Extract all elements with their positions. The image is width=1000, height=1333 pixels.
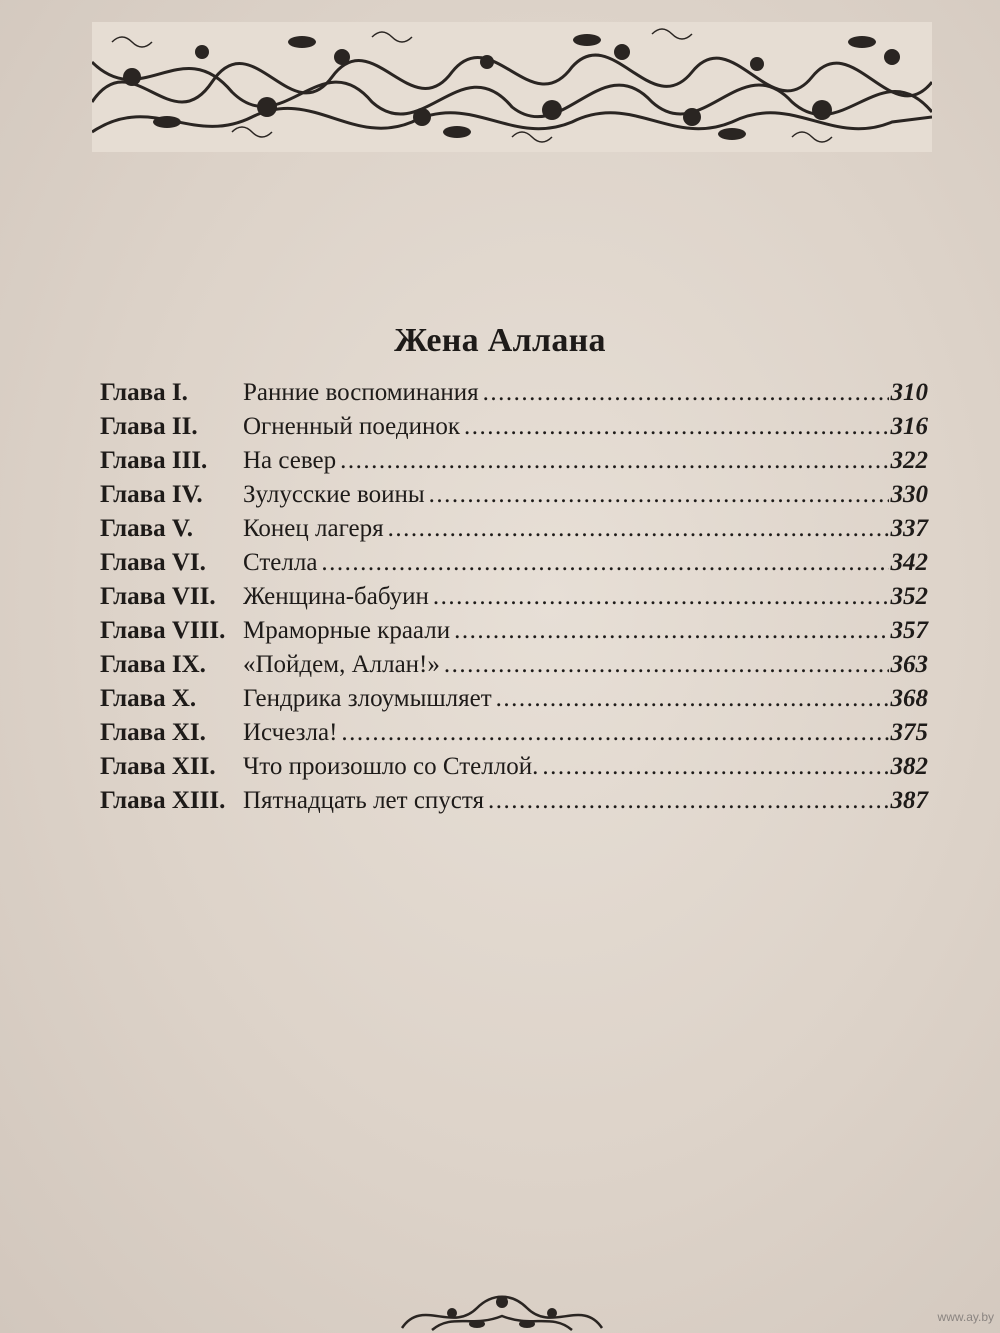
floral-ornament-header — [92, 22, 932, 152]
toc-entry — [100, 546, 928, 580]
chapter-number: Глава XI. — [100, 719, 206, 746]
page-number: 368 — [890, 685, 928, 712]
page-number: 330 — [890, 481, 928, 508]
page-number: 357 — [890, 617, 928, 644]
dot-leader — [341, 716, 888, 750]
dot-leader — [483, 376, 889, 410]
toc-entry — [100, 716, 928, 750]
page-number: 342 — [890, 549, 928, 576]
chapter-title: Огненный поединок — [243, 413, 461, 440]
chapter-title: Женщина-бабуин — [243, 583, 429, 610]
dot-leader — [321, 546, 888, 580]
dot-leader — [496, 682, 889, 716]
chapter-title: Пятнадцать лет спустя — [243, 787, 484, 814]
toc-entry — [100, 444, 928, 478]
table-of-contents — [100, 376, 928, 818]
chapter-number: Глава I. — [100, 379, 188, 406]
chapter-number: Глава IX. — [100, 651, 206, 678]
dot-leader — [433, 580, 889, 614]
chapter-title: Что произошло со Стеллой. — [243, 753, 539, 780]
chapter-number: Глава III. — [100, 447, 208, 474]
toc-entry — [100, 682, 928, 716]
chapter-number: Глава II. — [100, 413, 198, 440]
chapter-number: Глава VII. — [100, 583, 216, 610]
toc-entry — [100, 580, 928, 614]
toc-entry — [100, 784, 928, 818]
watermark: www.ay.by — [937, 1310, 994, 1324]
section-title: Жена Аллана — [394, 322, 606, 359]
chapter-number: Глава XIII. — [100, 787, 226, 814]
page-number: 387 — [890, 787, 928, 814]
toc-entry — [100, 648, 928, 682]
toc-entry — [100, 410, 928, 444]
chapter-number: Глава XII. — [100, 753, 216, 780]
page-number: 375 — [890, 719, 928, 746]
page-number: 337 — [890, 515, 928, 542]
chapter-title: Ранние воспоминания — [243, 379, 479, 406]
page-number: 352 — [890, 583, 928, 610]
page-number: 382 — [890, 753, 928, 780]
chapter-title: Конец лагеря — [243, 515, 384, 542]
chapter-number: Глава VI. — [100, 549, 206, 576]
chapter-number: Глава VIII. — [100, 617, 226, 644]
dot-leader — [454, 614, 888, 648]
page-number: 363 — [890, 651, 928, 678]
page-number: 310 — [890, 379, 928, 406]
chapter-title: Исчезла! — [243, 719, 338, 746]
page-number: 316 — [890, 413, 928, 440]
floral-ornament-footer — [392, 1288, 612, 1333]
dot-leader — [340, 444, 888, 478]
chapter-title: Мраморные краали — [243, 617, 451, 644]
dot-leader — [444, 648, 889, 682]
toc-entry — [100, 512, 928, 546]
chapter-number: Глава V. — [100, 515, 193, 542]
chapter-number: Глава IV. — [100, 481, 203, 508]
toc-entry — [100, 614, 928, 648]
dot-leader — [542, 750, 888, 784]
chapter-title: На север — [243, 447, 337, 474]
toc-entry — [100, 376, 928, 410]
dot-leader — [464, 410, 888, 444]
page-number: 322 — [890, 447, 928, 474]
chapter-title: «Пойдем, Аллан!» — [243, 651, 440, 678]
chapter-title: Стелла — [243, 549, 318, 576]
chapter-title: Гендрика злоумышляет — [243, 685, 492, 712]
toc-entry — [100, 478, 928, 512]
toc-entry — [100, 750, 928, 784]
chapter-title: Зулусские воины — [243, 481, 425, 508]
dot-leader — [388, 512, 889, 546]
dot-leader — [429, 478, 889, 512]
chapter-number: Глава X. — [100, 685, 197, 712]
dot-leader — [488, 784, 889, 818]
